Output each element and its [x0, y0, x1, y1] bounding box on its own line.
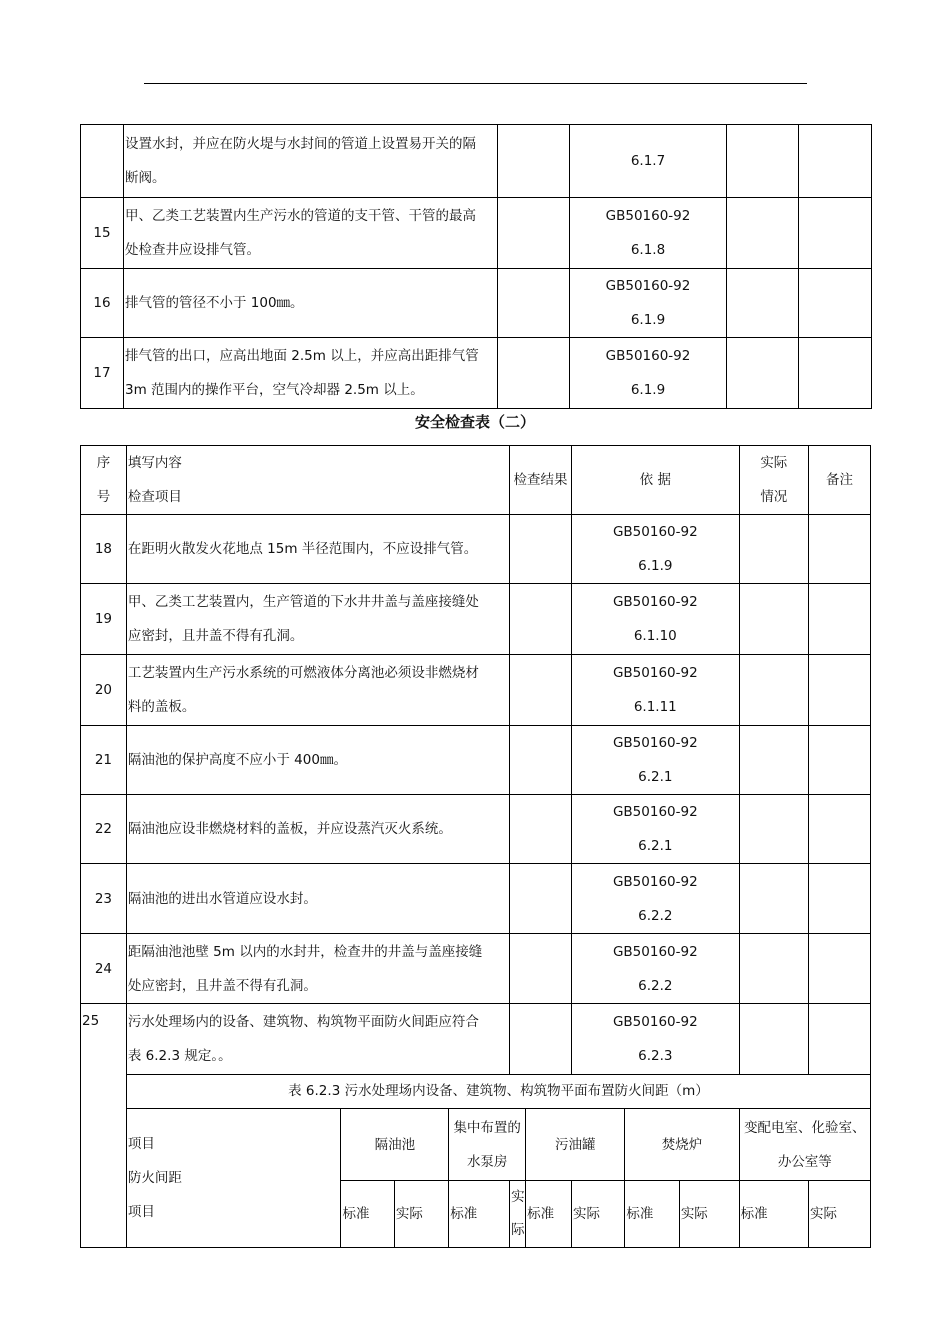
row-content: 隔油池应设非燃烧材料的盖板，并应设蒸汽灭火系统。 [126, 795, 509, 864]
row-remark[interactable] [799, 198, 872, 269]
row-result[interactable] [510, 795, 572, 864]
row-number: 23 [81, 864, 127, 934]
row-basis: GB50160-92 6.2.2 [572, 934, 740, 1004]
row-result[interactable] [510, 934, 572, 1004]
table-row [81, 125, 872, 198]
row-number: 19 [81, 584, 127, 655]
header-actual: 实际 情况 [739, 446, 808, 515]
row-result[interactable] [498, 269, 570, 338]
row-number: 17 [81, 338, 124, 409]
row-content: 距隔油池池壁 5m 以内的水封井，检查井的井盖与盖座接缝 处应密封，且井盖不得有孔洞。 [126, 934, 509, 1004]
sub-table-column-5: 变配电室、化验室、 办公室等 [739, 1109, 870, 1181]
row-number [81, 125, 124, 198]
sub-table-column-3: 污油罐 [526, 1109, 625, 1181]
sub-table-row-label: 项目 防火间距 项目 [126, 1109, 341, 1248]
header-content: 填写内容 检查项目 [126, 446, 509, 515]
row-basis: GB50160-92 6.1.9 [570, 338, 727, 409]
safety-checklist-table [80, 445, 871, 1248]
row-actual[interactable] [739, 864, 808, 934]
row-result[interactable] [510, 655, 572, 726]
table-row [81, 1004, 871, 1075]
row-remark[interactable] [809, 864, 871, 934]
row-result[interactable] [498, 125, 570, 198]
sub-table-column-1: 隔油池 [341, 1109, 449, 1181]
row-content: 污水处理场内的设备、建筑物、构筑物平面防火间距应符合 表 6.2.3 规定。。 [126, 1004, 509, 1075]
row-content: 甲、乙类工艺装置内生产污水的管道的支干管、干管的最高 处检查井应设排气管。 [124, 198, 498, 269]
sub-table-standard-label: 标准 [526, 1181, 572, 1248]
sub-table-header-row [81, 1109, 871, 1145]
row-remark[interactable] [809, 795, 871, 864]
row-basis: GB50160-92 6.2.1 [572, 726, 740, 795]
row-number: 20 [81, 655, 127, 726]
row-result[interactable] [510, 584, 572, 655]
row-content: 甲、乙类工艺装置内，生产管道的下水井井盖与盖座接缝处 应密封，且井盖不得有孔洞。 [126, 584, 509, 655]
row-content: 排气管的管径不小于 100㎜。 [124, 269, 498, 338]
row-basis: 6.1.7 [570, 125, 727, 198]
sub-table-standard-label: 标准 [625, 1181, 679, 1248]
row-basis: GB50160-92 6.2.3 [572, 1004, 740, 1075]
sub-table-standard-label: 标准 [341, 1181, 394, 1248]
inspection-table-continued [80, 124, 872, 409]
header-result: 检查结果 [510, 446, 572, 515]
section-title: 安全检查表（二） [414, 413, 535, 431]
row-number: 16 [81, 269, 124, 338]
row-content: 设置水封，并应在防火堤与水封间的管道上设置易开关的隔 断阀。 [124, 125, 498, 198]
row-result[interactable] [510, 1004, 572, 1075]
sub-table-title-row [81, 1075, 871, 1109]
row-actual[interactable] [727, 269, 799, 338]
row-remark[interactable] [809, 584, 871, 655]
table-row [81, 655, 871, 726]
page-header-rule [144, 83, 807, 84]
row-actual[interactable] [739, 1004, 808, 1075]
table-row [81, 934, 871, 1004]
row-content: 隔油池的进出水管道应设水封。 [126, 864, 509, 934]
row-result[interactable] [510, 864, 572, 934]
row-content: 在距明火散发火花地点 15m 半径范围内，不应设排气管。 [126, 515, 509, 584]
table-row [81, 198, 872, 269]
row-basis: GB50160-92 6.1.11 [572, 655, 740, 726]
row-basis: GB50160-92 6.1.9 [570, 269, 727, 338]
sub-table-standard-label: 标准 [449, 1181, 510, 1248]
table-header-row [81, 446, 871, 515]
table-row [81, 584, 871, 655]
row-basis: GB50160-92 6.2.1 [572, 795, 740, 864]
sub-table-actual-label: 实际 [809, 1181, 871, 1248]
row-number: 24 [81, 934, 127, 1004]
row-basis: GB50160-92 6.1.8 [570, 198, 727, 269]
table-row [81, 726, 871, 795]
sub-table-actual-label: 实际 [572, 1181, 625, 1248]
sub-table-standard-label: 标准 [739, 1181, 808, 1248]
header-basis: 依 据 [572, 446, 740, 515]
row-result[interactable] [498, 198, 570, 269]
row-basis: GB50160-92 6.2.2 [572, 864, 740, 934]
row-content: 排气管的出口，应高出地面 2.5m 以上，并应高出距排气管 3m 范围内的操作平台，空气冷却器 2.5m 以上。 [124, 338, 498, 409]
row-actual[interactable] [739, 515, 808, 584]
sub-table-actual-label: 实际 [679, 1181, 739, 1248]
row-remark[interactable] [809, 1004, 871, 1075]
row-basis: GB50160-92 6.1.10 [572, 584, 740, 655]
row-actual[interactable] [739, 655, 808, 726]
row-remark[interactable] [809, 934, 871, 1004]
sub-table-column-2: 集中布置的 水泵房 [449, 1109, 526, 1181]
row-actual[interactable] [739, 726, 808, 795]
row-actual[interactable] [739, 795, 808, 864]
row-remark[interactable] [799, 269, 872, 338]
row-number: 18 [81, 515, 127, 584]
row-remark[interactable] [799, 338, 872, 409]
row-result[interactable] [498, 338, 570, 409]
row-result[interactable] [510, 515, 572, 584]
row-result[interactable] [510, 726, 572, 795]
row-actual[interactable] [739, 934, 808, 1004]
row-remark[interactable] [809, 726, 871, 795]
table-row [81, 515, 871, 584]
table-row [81, 795, 871, 864]
row-content: 工艺装置内生产污水系统的可燃液体分离池必须设非燃烧材 料的盖板。 [126, 655, 509, 726]
row-actual[interactable] [727, 125, 799, 198]
row-content: 隔油池的保护高度不应小于 400㎜。 [126, 726, 509, 795]
table-row [81, 338, 872, 409]
row-number: 15 [81, 198, 124, 269]
sub-table-actual-label: 实际 [510, 1181, 526, 1248]
header-remark: 备注 [809, 446, 871, 515]
header-no: 序 号 [81, 446, 127, 515]
table-row [81, 864, 871, 934]
row-number: 22 [81, 795, 127, 864]
sub-table-actual-label: 实际 [394, 1181, 448, 1248]
row-remark[interactable] [799, 125, 872, 198]
sub-table-column-4: 焚烧炉 [625, 1109, 739, 1181]
row-number: 25 [81, 1004, 127, 1248]
row-actual[interactable] [727, 198, 799, 269]
table-row [81, 269, 872, 338]
sub-table-title: 表 6.2.3 污水处理场内设备、建筑物、构筑物平面布置防火间距（m） [126, 1075, 870, 1109]
row-number: 21 [81, 726, 127, 795]
row-actual[interactable] [727, 338, 799, 409]
row-basis: GB50160-92 6.1.9 [572, 515, 740, 584]
row-remark[interactable] [809, 655, 871, 726]
row-actual[interactable] [739, 584, 808, 655]
row-remark[interactable] [809, 515, 871, 584]
